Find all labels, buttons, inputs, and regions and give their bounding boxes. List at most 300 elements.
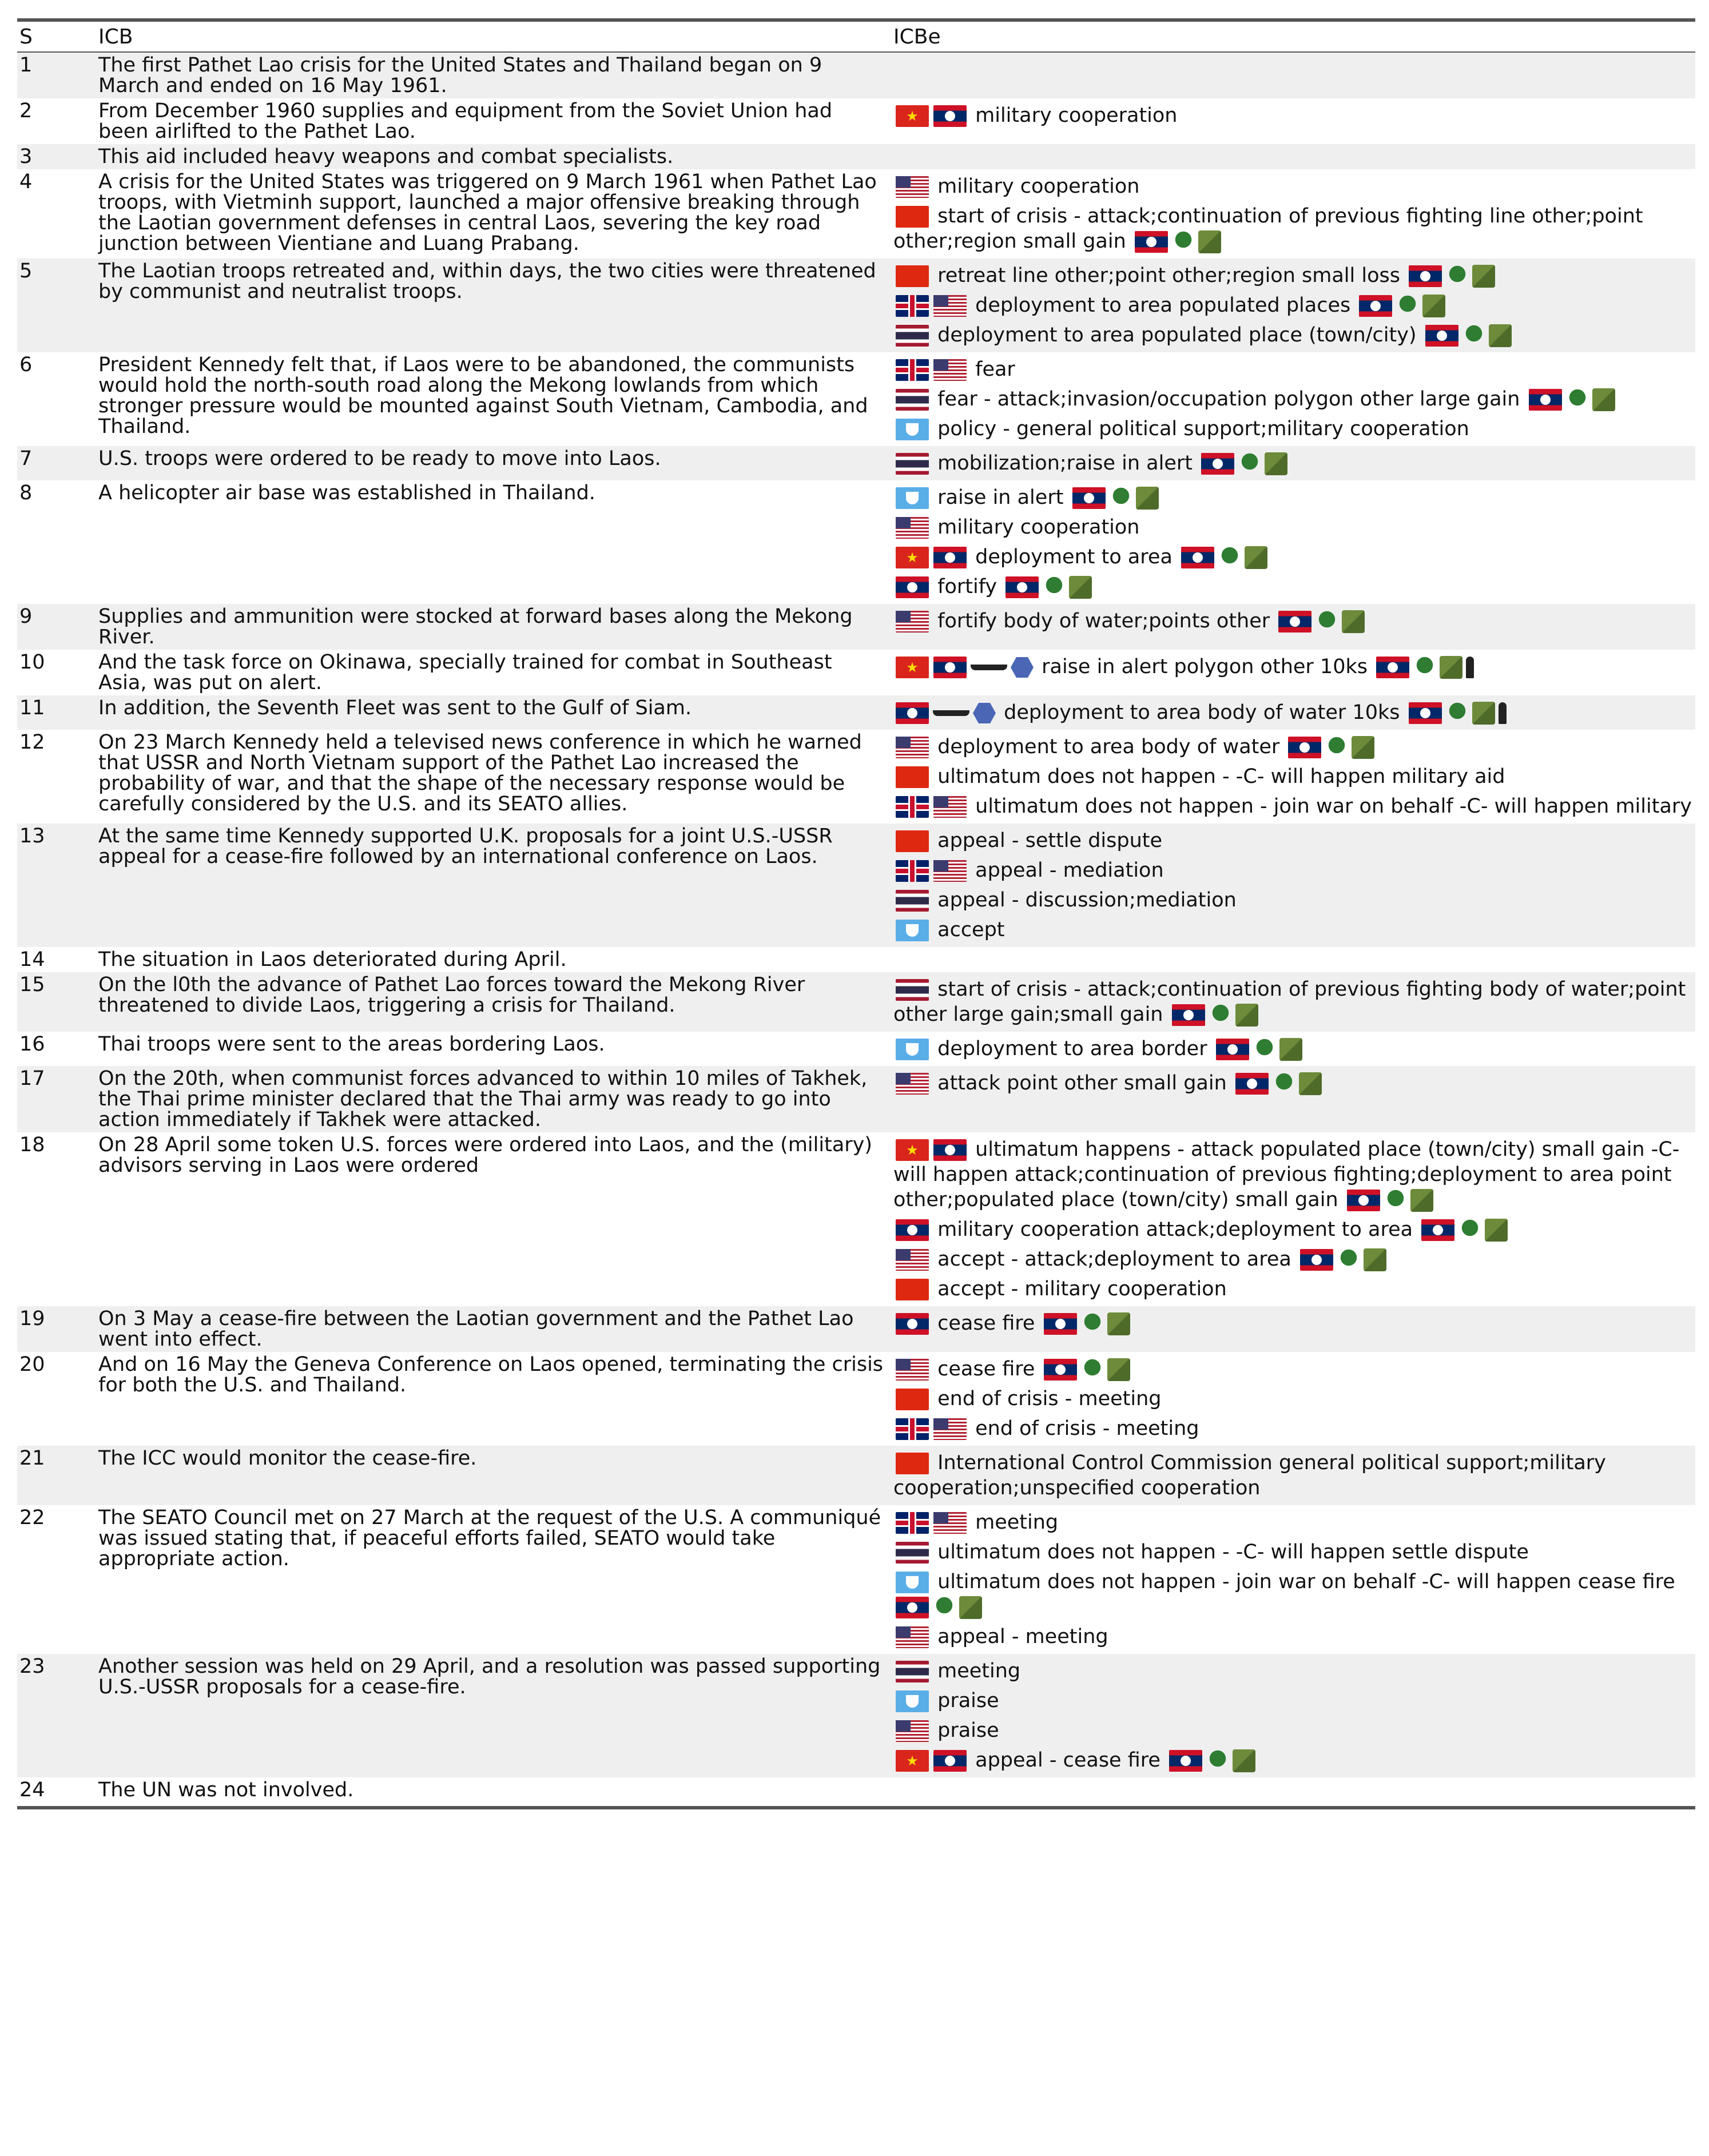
tree-icon bbox=[1462, 324, 1485, 347]
event-text: appeal - meeting bbox=[931, 1625, 1108, 1648]
lao-flag-icon bbox=[1072, 487, 1106, 509]
us-flag-icon bbox=[896, 1359, 929, 1381]
us-flag-icon bbox=[933, 1418, 967, 1440]
seato-flag-icon bbox=[896, 487, 929, 509]
event-text: fear - attack;invasion/occupation polygon other large gain bbox=[931, 388, 1527, 411]
cn-flag-icon bbox=[896, 1279, 929, 1300]
cube-icon bbox=[1364, 1248, 1386, 1271]
event-text: accept - military cooperation bbox=[931, 1278, 1227, 1300]
cube-icon bbox=[1410, 1189, 1433, 1212]
event-text: ultimatum does not happen - -C- will happen settle dispute bbox=[931, 1541, 1529, 1564]
icbe-event bbox=[893, 261, 1695, 291]
icbe-event bbox=[893, 606, 1695, 636]
cube-icon bbox=[1245, 546, 1267, 569]
cube-icon bbox=[1422, 295, 1445, 317]
icbe-event bbox=[893, 826, 1695, 856]
row-number: 2 bbox=[19, 100, 33, 122]
event-text: cease fire bbox=[931, 1312, 1042, 1335]
icbe-event bbox=[893, 1537, 1695, 1567]
table-row bbox=[17, 604, 1695, 650]
icbe-events bbox=[893, 483, 1695, 602]
row-number: 4 bbox=[19, 170, 33, 193]
icb-sentence: U.S. troops were ordered to be ready to move into Laos. bbox=[98, 447, 661, 470]
row-number: 15 bbox=[19, 973, 45, 996]
seato-flag-icon bbox=[896, 1039, 929, 1060]
seato-flag-icon bbox=[896, 920, 929, 941]
lao-flag-icon bbox=[1421, 1219, 1454, 1241]
event-text: mobilization;raise in alert bbox=[931, 452, 1199, 475]
event-text: cease fire bbox=[931, 1358, 1042, 1381]
lao-flag-icon bbox=[896, 576, 929, 598]
lao-flag-icon bbox=[1172, 1004, 1205, 1026]
lao-flag-icon bbox=[1216, 1039, 1249, 1060]
cube-icon bbox=[1233, 1749, 1255, 1772]
event-text: appeal - cease fire bbox=[969, 1749, 1167, 1772]
event-text: ultimatum does not happen - join war on behalf -C- will happen military bbox=[969, 795, 1692, 818]
lao-flag-icon bbox=[1409, 265, 1442, 287]
header-icb: ICB bbox=[98, 25, 133, 49]
icbe-event bbox=[893, 762, 1695, 791]
hex-icon bbox=[973, 702, 996, 725]
icbe-events bbox=[893, 826, 1695, 945]
event-text: ultimatum happens - attack populated place (town/city) small gain -C- will happen attack;continuation of previous fighting;deployment to area point other;populated place (town/city) small gain bbox=[893, 1138, 1680, 1211]
us-flag-icon bbox=[933, 860, 967, 882]
tree-icon bbox=[1458, 1219, 1481, 1242]
icbe-events bbox=[893, 261, 1695, 350]
tree-icon bbox=[1273, 1072, 1295, 1095]
lao-flag-icon bbox=[1044, 1359, 1077, 1381]
icbe-event bbox=[893, 512, 1695, 542]
icb-sentence: The situation in Laos deteriorated during April. bbox=[98, 948, 567, 971]
row-number: 11 bbox=[19, 697, 45, 719]
icb-icbe-table bbox=[17, 18, 1695, 1809]
icbe-event bbox=[893, 1448, 1695, 1503]
event-text: praise bbox=[931, 1719, 999, 1742]
event-text: start of crisis - attack;continuation of previous fighting body of water;point other large gain;small gain bbox=[893, 978, 1686, 1026]
icb-sentence: On the l0th the advance of Pathet Lao forces toward the Mekong River threatened to divide Laos, triggering a crisis for Thailand. bbox=[98, 973, 805, 1017]
uk-flag-icon bbox=[896, 796, 929, 818]
tree-icon bbox=[1209, 1004, 1232, 1027]
event-text: policy - general political support;military cooperation bbox=[931, 417, 1469, 440]
event-text: deployment to area body of water bbox=[931, 735, 1286, 758]
row-number: 5 bbox=[19, 260, 33, 283]
event-text: end of crisis - meeting bbox=[969, 1417, 1199, 1440]
row-number: 8 bbox=[19, 482, 33, 504]
icbe-event bbox=[893, 791, 1695, 821]
cube-icon bbox=[1136, 487, 1159, 510]
icbe-events bbox=[893, 1448, 1695, 1503]
lao-flag-icon bbox=[1425, 325, 1458, 347]
icbe-event bbox=[893, 1414, 1695, 1443]
th-flag-icon bbox=[896, 1661, 929, 1682]
icbe-event bbox=[893, 172, 1695, 201]
icbe-events bbox=[893, 1354, 1695, 1443]
icbe-event bbox=[893, 542, 1695, 572]
icbe-events bbox=[893, 1308, 1695, 1338]
icbe-event bbox=[893, 915, 1695, 945]
tree-icon bbox=[1337, 1248, 1360, 1271]
icbe-events bbox=[893, 606, 1695, 636]
icb-sentence: The ICC would monitor the cease-fire. bbox=[98, 1447, 477, 1470]
cube-icon bbox=[1069, 576, 1092, 599]
icbe-event bbox=[893, 1716, 1695, 1745]
lao-flag-icon bbox=[1359, 295, 1392, 317]
us-flag-icon bbox=[933, 359, 967, 381]
icbe-event bbox=[893, 320, 1695, 350]
lao-flag-icon bbox=[933, 1139, 967, 1161]
event-text: ultimatum does not happen - join war on behalf -C- will happen cease fire bbox=[931, 1570, 1675, 1593]
icbe-event bbox=[893, 1384, 1695, 1414]
row-number: 9 bbox=[19, 605, 33, 628]
cube-icon bbox=[959, 1596, 982, 1619]
cube-icon bbox=[1107, 1312, 1130, 1335]
icb-sentence: Another session was held on 29 April, and a resolution was passed supporting U.S.-USSR proposals for a cease-fire. bbox=[98, 1655, 881, 1698]
seato-flag-icon bbox=[896, 419, 929, 440]
vn-flag-icon: ★ bbox=[896, 1139, 929, 1161]
lao-flag-icon bbox=[1181, 547, 1214, 568]
icbe-event bbox=[893, 1354, 1695, 1384]
table-row bbox=[17, 972, 1695, 1032]
icb-sentence: At the same time Kennedy supported U.K. proposals for a joint U.S.-USSR appeal for a cease-fire followed by an international conference on Laos. bbox=[98, 825, 833, 868]
th-flag-icon bbox=[896, 1542, 929, 1564]
lao-flag-icon bbox=[1288, 737, 1321, 758]
row-number: 14 bbox=[19, 948, 45, 971]
table-row bbox=[17, 446, 1695, 480]
icbe-event bbox=[893, 448, 1695, 478]
table-row bbox=[17, 258, 1695, 352]
th-flag-icon bbox=[896, 453, 929, 475]
icb-sentence: And the task force on Okinawa, specially trained for combat in Southeast Asia, was put on alert. bbox=[98, 651, 832, 694]
table-row bbox=[17, 53, 1695, 98]
event-text: end of crisis - meeting bbox=[931, 1387, 1162, 1410]
lao-flag-icon bbox=[896, 1597, 929, 1618]
event-text: military cooperation bbox=[931, 516, 1140, 539]
event-text: start of crisis - attack;continuation of previous fighting line other;point other;region small gain bbox=[893, 205, 1643, 253]
event-text: appeal - settle dispute bbox=[931, 829, 1163, 852]
icbe-event bbox=[893, 1567, 1695, 1622]
icbe-event bbox=[893, 698, 1695, 727]
tree-icon bbox=[1325, 736, 1348, 759]
tree-icon bbox=[1081, 1358, 1104, 1381]
table-row bbox=[17, 1066, 1695, 1132]
cube-icon bbox=[1592, 388, 1615, 411]
row-number: 1 bbox=[19, 54, 33, 77]
cn-flag-icon bbox=[896, 766, 929, 788]
tree-icon bbox=[1396, 295, 1419, 317]
row-number: 10 bbox=[19, 651, 45, 674]
row-number: 13 bbox=[19, 825, 45, 848]
table-row bbox=[17, 480, 1695, 604]
icb-sentence: On 23 March Kennedy held a televised news conference in which he warned that USSR and North Vietnam support of the Pathet Lao increased the probability of war, and that the shape of the necessary response would be carefully considered by the U.S. and its SEATO allies. bbox=[98, 731, 862, 816]
event-text: raise in alert bbox=[931, 486, 1070, 509]
lao-flag-icon bbox=[1376, 657, 1409, 678]
icbe-events bbox=[893, 652, 1695, 682]
icbe-event bbox=[893, 1135, 1695, 1215]
tree-icon bbox=[1384, 1189, 1407, 1212]
vn-flag-icon: ★ bbox=[896, 105, 929, 127]
cube-icon bbox=[1489, 324, 1512, 347]
th-flag-icon bbox=[896, 979, 929, 1001]
event-text: deployment to area border bbox=[931, 1037, 1214, 1060]
seato-flag-icon bbox=[896, 1572, 929, 1593]
ship-icon bbox=[933, 710, 969, 716]
event-text: accept bbox=[931, 918, 1005, 941]
event-text: deployment to area populated place (town/city) bbox=[931, 324, 1423, 347]
uk-flag-icon bbox=[896, 295, 929, 317]
icbe-event bbox=[893, 1215, 1695, 1244]
table-row bbox=[17, 1352, 1695, 1446]
event-text: raise in alert polygon other 10ks bbox=[1035, 655, 1374, 678]
table-row bbox=[17, 98, 1695, 144]
row-number: 24 bbox=[19, 1779, 45, 1801]
icbe-event bbox=[893, 483, 1695, 512]
icbe-event bbox=[893, 1745, 1695, 1775]
icb-sentence: The first Pathet Lao crisis for the United States and Thailand began on 9 March and ended on 16 May 1961. bbox=[98, 54, 822, 97]
cn-flag-icon bbox=[896, 265, 929, 287]
event-text: retreat line other;point other;region small loss bbox=[931, 264, 1407, 287]
tree-icon bbox=[1081, 1312, 1104, 1335]
tree-icon bbox=[1206, 1749, 1229, 1772]
us-flag-icon bbox=[896, 517, 929, 539]
us-flag-icon bbox=[896, 1249, 929, 1271]
icbe-event bbox=[893, 572, 1695, 602]
table-row bbox=[17, 169, 1695, 258]
cn-flag-icon bbox=[896, 1453, 929, 1474]
cube-icon bbox=[1440, 656, 1462, 679]
table-row bbox=[17, 1654, 1695, 1777]
cn-flag-icon bbox=[896, 206, 929, 228]
icbe-events bbox=[893, 698, 1695, 727]
event-text: attack point other small gain bbox=[931, 1072, 1233, 1095]
icbe-event bbox=[893, 1622, 1695, 1652]
person-icon bbox=[1466, 657, 1474, 678]
tree-icon bbox=[933, 1596, 956, 1619]
cube-icon bbox=[1299, 1072, 1322, 1095]
icbe-events bbox=[893, 1656, 1695, 1775]
uk-flag-icon bbox=[896, 1418, 929, 1440]
icb-sentence: On 3 May a cease-fire between the Laotian government and the Pathet Lao went into effect. bbox=[98, 1307, 854, 1351]
tree-icon bbox=[1218, 546, 1241, 569]
event-text: International Control Commission general political support;military cooperation;unspecified cooperation bbox=[893, 1451, 1606, 1499]
icbe-event bbox=[893, 732, 1695, 762]
icb-sentence: And on 16 May the Geneva Conference on Laos opened, terminating the crisis for both the U.S. and Thailand. bbox=[98, 1353, 884, 1397]
cube-icon bbox=[1198, 230, 1221, 253]
event-text: deployment to area bbox=[969, 546, 1179, 568]
bottom-rule bbox=[17, 1806, 1695, 1809]
icbe-event bbox=[893, 1068, 1695, 1098]
lao-flag-icon bbox=[933, 105, 967, 127]
th-flag-icon bbox=[896, 890, 929, 912]
event-text: ultimatum does not happen - -C- will happen military aid bbox=[931, 765, 1505, 788]
icbe-event bbox=[893, 201, 1695, 256]
icb-sentence: A crisis for the United States was triggered on 9 March 1961 when Pathet Lao troops, with Vietminh support, launched a major offensive breaking through the Laotian government defenses in central Laos, severing the key road junction between Vientiane and Luang Prabang. bbox=[98, 170, 877, 255]
icbe-events bbox=[893, 732, 1695, 821]
lao-flag-icon bbox=[1005, 576, 1039, 598]
cube-icon bbox=[1342, 610, 1365, 633]
lao-flag-icon bbox=[933, 657, 967, 678]
seato-flag-icon bbox=[896, 1690, 929, 1712]
lao-flag-icon bbox=[1235, 1073, 1269, 1095]
table-row bbox=[17, 1032, 1695, 1066]
table-row bbox=[17, 1132, 1695, 1306]
event-text: appeal - discussion;mediation bbox=[931, 889, 1237, 912]
cube-icon bbox=[1472, 702, 1495, 725]
icbe-event bbox=[893, 1507, 1695, 1537]
vn-flag-icon: ★ bbox=[896, 547, 929, 568]
row-number: 18 bbox=[19, 1133, 45, 1156]
icbe-event bbox=[893, 414, 1695, 444]
row-number: 6 bbox=[19, 353, 33, 376]
row-number: 23 bbox=[19, 1655, 45, 1678]
lao-flag-icon bbox=[933, 1750, 967, 1772]
cube-icon bbox=[1472, 265, 1495, 288]
tree-icon bbox=[1446, 702, 1469, 725]
vn-flag-icon: ★ bbox=[896, 1750, 929, 1772]
icb-sentence: The SEATO Council met on 27 March at the request of the U.S. A communiqué was issued stating that, if peaceful efforts failed, SEATO would take appropriate action. bbox=[98, 1506, 881, 1570]
icb-sentence: Thai troops were sent to the areas bordering Laos. bbox=[98, 1033, 605, 1056]
icbe-events bbox=[893, 355, 1695, 444]
lao-flag-icon bbox=[1044, 1313, 1077, 1335]
icbe-events bbox=[893, 448, 1695, 478]
event-text: praise bbox=[931, 1689, 999, 1712]
lao-flag-icon bbox=[1300, 1249, 1333, 1271]
lao-flag-icon bbox=[1169, 1750, 1202, 1772]
tree-icon bbox=[1413, 656, 1436, 679]
table-row bbox=[17, 1777, 1695, 1803]
icbe-event bbox=[893, 1034, 1695, 1064]
tree-icon bbox=[1238, 452, 1261, 475]
icbe-event bbox=[893, 1308, 1695, 1338]
cube-icon bbox=[1107, 1358, 1130, 1381]
cn-flag-icon bbox=[896, 830, 929, 852]
icb-sentence: On the 20th, when communist forces advanced to within 10 miles of Takhek, the Thai prime minister declared that the Thai army was ready to go into action immediately if Takhek were attacked. bbox=[98, 1067, 868, 1131]
event-text: meeting bbox=[931, 1660, 1021, 1682]
lao-flag-icon bbox=[896, 702, 929, 724]
table-header bbox=[17, 22, 1695, 51]
icbe-event bbox=[893, 101, 1695, 130]
row-number: 20 bbox=[19, 1353, 45, 1376]
ship-icon bbox=[971, 665, 1007, 670]
icbe-event bbox=[893, 1274, 1695, 1304]
icb-sentence: On 28 April some token U.S. forces were ordered into Laos, and the (military) advisors serving in Laos were ordered bbox=[98, 1133, 873, 1177]
lao-flag-icon bbox=[896, 1219, 929, 1241]
table-row bbox=[17, 1306, 1695, 1352]
row-number: 7 bbox=[19, 447, 33, 470]
cube-icon bbox=[1485, 1219, 1508, 1242]
table-row bbox=[17, 650, 1695, 695]
icb-sentence: This aid included heavy weapons and combat specialists. bbox=[98, 145, 674, 168]
th-flag-icon bbox=[896, 389, 929, 411]
event-text: military cooperation bbox=[931, 175, 1140, 198]
cube-icon bbox=[1235, 1004, 1258, 1027]
us-flag-icon bbox=[896, 176, 929, 198]
lao-flag-icon bbox=[896, 1313, 929, 1335]
th-flag-icon bbox=[896, 325, 929, 347]
icb-sentence: The Laotian troops retreated and, within days, the two cities were threatened by communist and neutralist troops. bbox=[98, 260, 876, 303]
lao-flag-icon bbox=[1409, 702, 1442, 724]
cube-icon bbox=[1352, 736, 1374, 759]
us-flag-icon bbox=[933, 796, 967, 818]
lao-flag-icon bbox=[933, 547, 967, 568]
row-number: 21 bbox=[19, 1447, 45, 1470]
us-flag-icon bbox=[896, 1626, 929, 1648]
tree-icon bbox=[1315, 610, 1338, 633]
table-body bbox=[17, 53, 1695, 1803]
event-text: deployment to area populated places bbox=[969, 294, 1357, 317]
vn-flag-icon: ★ bbox=[896, 657, 929, 678]
person-icon bbox=[1499, 702, 1507, 724]
us-flag-icon bbox=[896, 1073, 929, 1095]
row-number: 17 bbox=[19, 1067, 45, 1090]
table-row bbox=[17, 695, 1695, 730]
event-text: accept - attack;deployment to area bbox=[931, 1248, 1298, 1271]
event-text: military cooperation bbox=[969, 104, 1178, 127]
icbe-events bbox=[893, 1135, 1695, 1304]
uk-flag-icon bbox=[896, 1512, 929, 1534]
icb-sentence: The UN was not involved. bbox=[98, 1779, 354, 1801]
uk-flag-icon bbox=[896, 359, 929, 381]
lao-flag-icon bbox=[1135, 231, 1168, 253]
row-number: 12 bbox=[19, 731, 45, 754]
icbe-event bbox=[893, 652, 1695, 682]
row-number: 19 bbox=[19, 1307, 45, 1330]
table-row bbox=[17, 824, 1695, 947]
row-number: 22 bbox=[19, 1506, 45, 1529]
us-flag-icon bbox=[933, 1512, 967, 1534]
icbe-event bbox=[893, 1244, 1695, 1274]
table-row bbox=[17, 1505, 1695, 1654]
icb-sentence: Supplies and ammunition were stocked at forward bases along the Mekong River. bbox=[98, 605, 853, 649]
lao-flag-icon bbox=[1201, 453, 1234, 475]
icbe-event bbox=[893, 291, 1695, 320]
icbe-events bbox=[893, 1068, 1695, 1098]
hex-icon bbox=[1011, 656, 1034, 679]
cn-flag-icon bbox=[896, 1389, 929, 1410]
row-number: 16 bbox=[19, 1033, 45, 1056]
event-text: appeal - mediation bbox=[969, 859, 1164, 882]
tree-icon bbox=[1253, 1038, 1276, 1061]
event-text: military cooperation attack;deployment to area bbox=[931, 1218, 1420, 1241]
icbe-events bbox=[893, 1034, 1695, 1064]
icbe-events bbox=[893, 101, 1695, 130]
icb-sentence: In addition, the Seventh Fleet was sent to the Gulf of Siam. bbox=[98, 697, 692, 719]
lao-flag-icon bbox=[1529, 389, 1562, 411]
us-flag-icon bbox=[896, 737, 929, 758]
icbe-event bbox=[893, 974, 1695, 1029]
tree-icon bbox=[1172, 230, 1195, 253]
lao-flag-icon bbox=[1278, 611, 1311, 633]
cube-icon bbox=[1265, 452, 1287, 475]
table-row bbox=[17, 730, 1695, 824]
tree-icon bbox=[1110, 487, 1132, 510]
table-row bbox=[17, 1446, 1695, 1505]
icbe-events bbox=[893, 1507, 1695, 1652]
us-flag-icon bbox=[896, 1720, 929, 1742]
event-text: fortify bbox=[931, 575, 1004, 598]
tree-icon bbox=[1043, 576, 1066, 599]
cube-icon bbox=[1279, 1038, 1302, 1061]
row-number: 3 bbox=[19, 145, 33, 168]
icbe-event bbox=[893, 384, 1695, 414]
icb-sentence: President Kennedy felt that, if Laos were to be abandoned, the communists would hold the north-south road along the Mekong lowlands from which stronger pressure would be mounted against South Vietnam, Cambodia, and Thailand. bbox=[98, 353, 868, 438]
table-row bbox=[17, 352, 1695, 446]
header-s: S bbox=[19, 25, 33, 49]
icbe-event bbox=[893, 885, 1695, 915]
icbe-events bbox=[893, 974, 1695, 1029]
icb-sentence: From December 1960 supplies and equipment from the Soviet Union had been airlifted to the Pathet Lao. bbox=[98, 100, 833, 143]
tree-icon bbox=[1566, 388, 1589, 411]
header-icbe: ICBe bbox=[893, 25, 941, 49]
